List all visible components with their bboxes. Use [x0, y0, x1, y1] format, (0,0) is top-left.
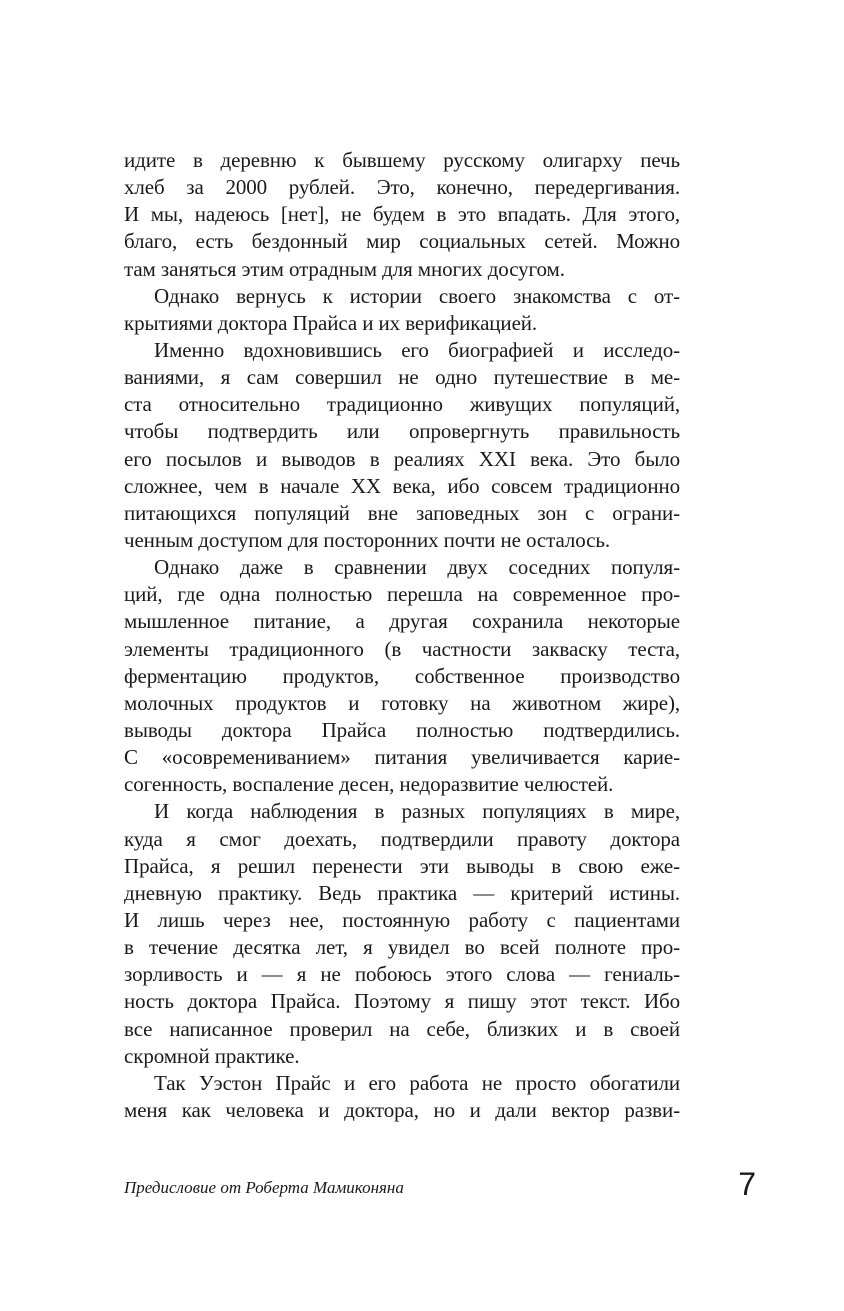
text-line: И когда наблюдения в разных популяциях в мире, [154, 799, 680, 824]
text-line: Однако даже в сравнении двух соседних популя- [154, 555, 680, 580]
text-line: в течение десятка лет, я увидел во всей полноте про- [124, 935, 680, 960]
text-line: Прайса, я решил перенести эти выводы в свою еже- [124, 853, 680, 878]
text-line: сложнее, чем в начале XX века, ибо совсем традиционно [124, 473, 680, 498]
text-line: меня как человека и доктора, но и дали вектор разви- [124, 1097, 680, 1122]
text-line: зорливость и — я не побоюсь этого слова — гениаль- [124, 962, 680, 987]
text-line: скромной практике. [124, 1043, 300, 1068]
text-line: элементы традиционного (в частности закваску теста, [124, 636, 680, 661]
text-line: куда я смог доехать, подтвердили правоту доктора [124, 826, 680, 851]
text-line: выводы доктора Прайса полностью подтвердились. [124, 717, 680, 742]
text-line: С «осовремениванием» питания увеличивается карие- [124, 745, 680, 770]
text-line: ферментацию продуктов, собственное производство [124, 663, 680, 688]
text-line: чтобы подтвердить или опровергнуть правильность [124, 419, 680, 444]
text-line: Так Уэстон Прайс и его работа не просто обогатили [154, 1070, 680, 1095]
text-line: благо, есть бездонный мир социальных сетей. Можно [124, 229, 680, 254]
running-title: Предисловие от Роберта Мамиконяна [124, 1178, 404, 1197]
text-line: И мы, надеюсь [нет], не будем в это впадать. Для этого, [124, 202, 680, 227]
text-line: ваниями, я сам совершил не одно путешествие в ме- [124, 365, 680, 390]
text-line: Именно вдохновившись его биографией и исследо- [154, 337, 680, 362]
text-line: идите в деревню к бывшему русскому олигарху печь [124, 148, 680, 172]
text-line: согенность, воспаление десен, недоразвитие челюстей. [124, 772, 614, 797]
page-number: 7 [738, 1166, 756, 1202]
page-footer [124, 1164, 756, 1204]
text-line: ность доктора Прайса. Поэтому я пишу этот текст. Ибо [124, 989, 680, 1014]
text-line: мышленное питание, а другая сохранила некоторые [124, 609, 680, 634]
text-line: ченным доступом для посторонних почти не осталось. [124, 527, 610, 552]
text-line: его посылов и выводов в реалиях XXI века. Это было [124, 446, 680, 471]
text-line: молочных продуктов и готовку на животном жире), [124, 690, 680, 715]
text-line: И лишь через нее, постоянную работу с пациентами [124, 907, 680, 932]
text-line: там заняться этим отрадным для многих досугом. [124, 256, 565, 281]
body-text [124, 147, 680, 1124]
text-line: ций, где одна полностью перешла на современное про- [124, 582, 680, 607]
text-line: Однако вернусь к истории своего знакомства с от- [154, 283, 680, 308]
text-line: хлеб за 2000 рублей. Это, конечно, передергивания. [124, 175, 680, 200]
text-line: крытиями доктора Прайса и их верификацией. [124, 310, 538, 335]
text-line: питающихся популяций вне заповедных зон с ограни- [124, 500, 680, 525]
text-line: ста относительно традиционно живущих популяций, [124, 392, 680, 417]
text-line: все написанное проверил на себе, близких и в своей [124, 1016, 680, 1041]
text-line: дневную практику. Ведь практика — критерий истины. [124, 880, 680, 905]
